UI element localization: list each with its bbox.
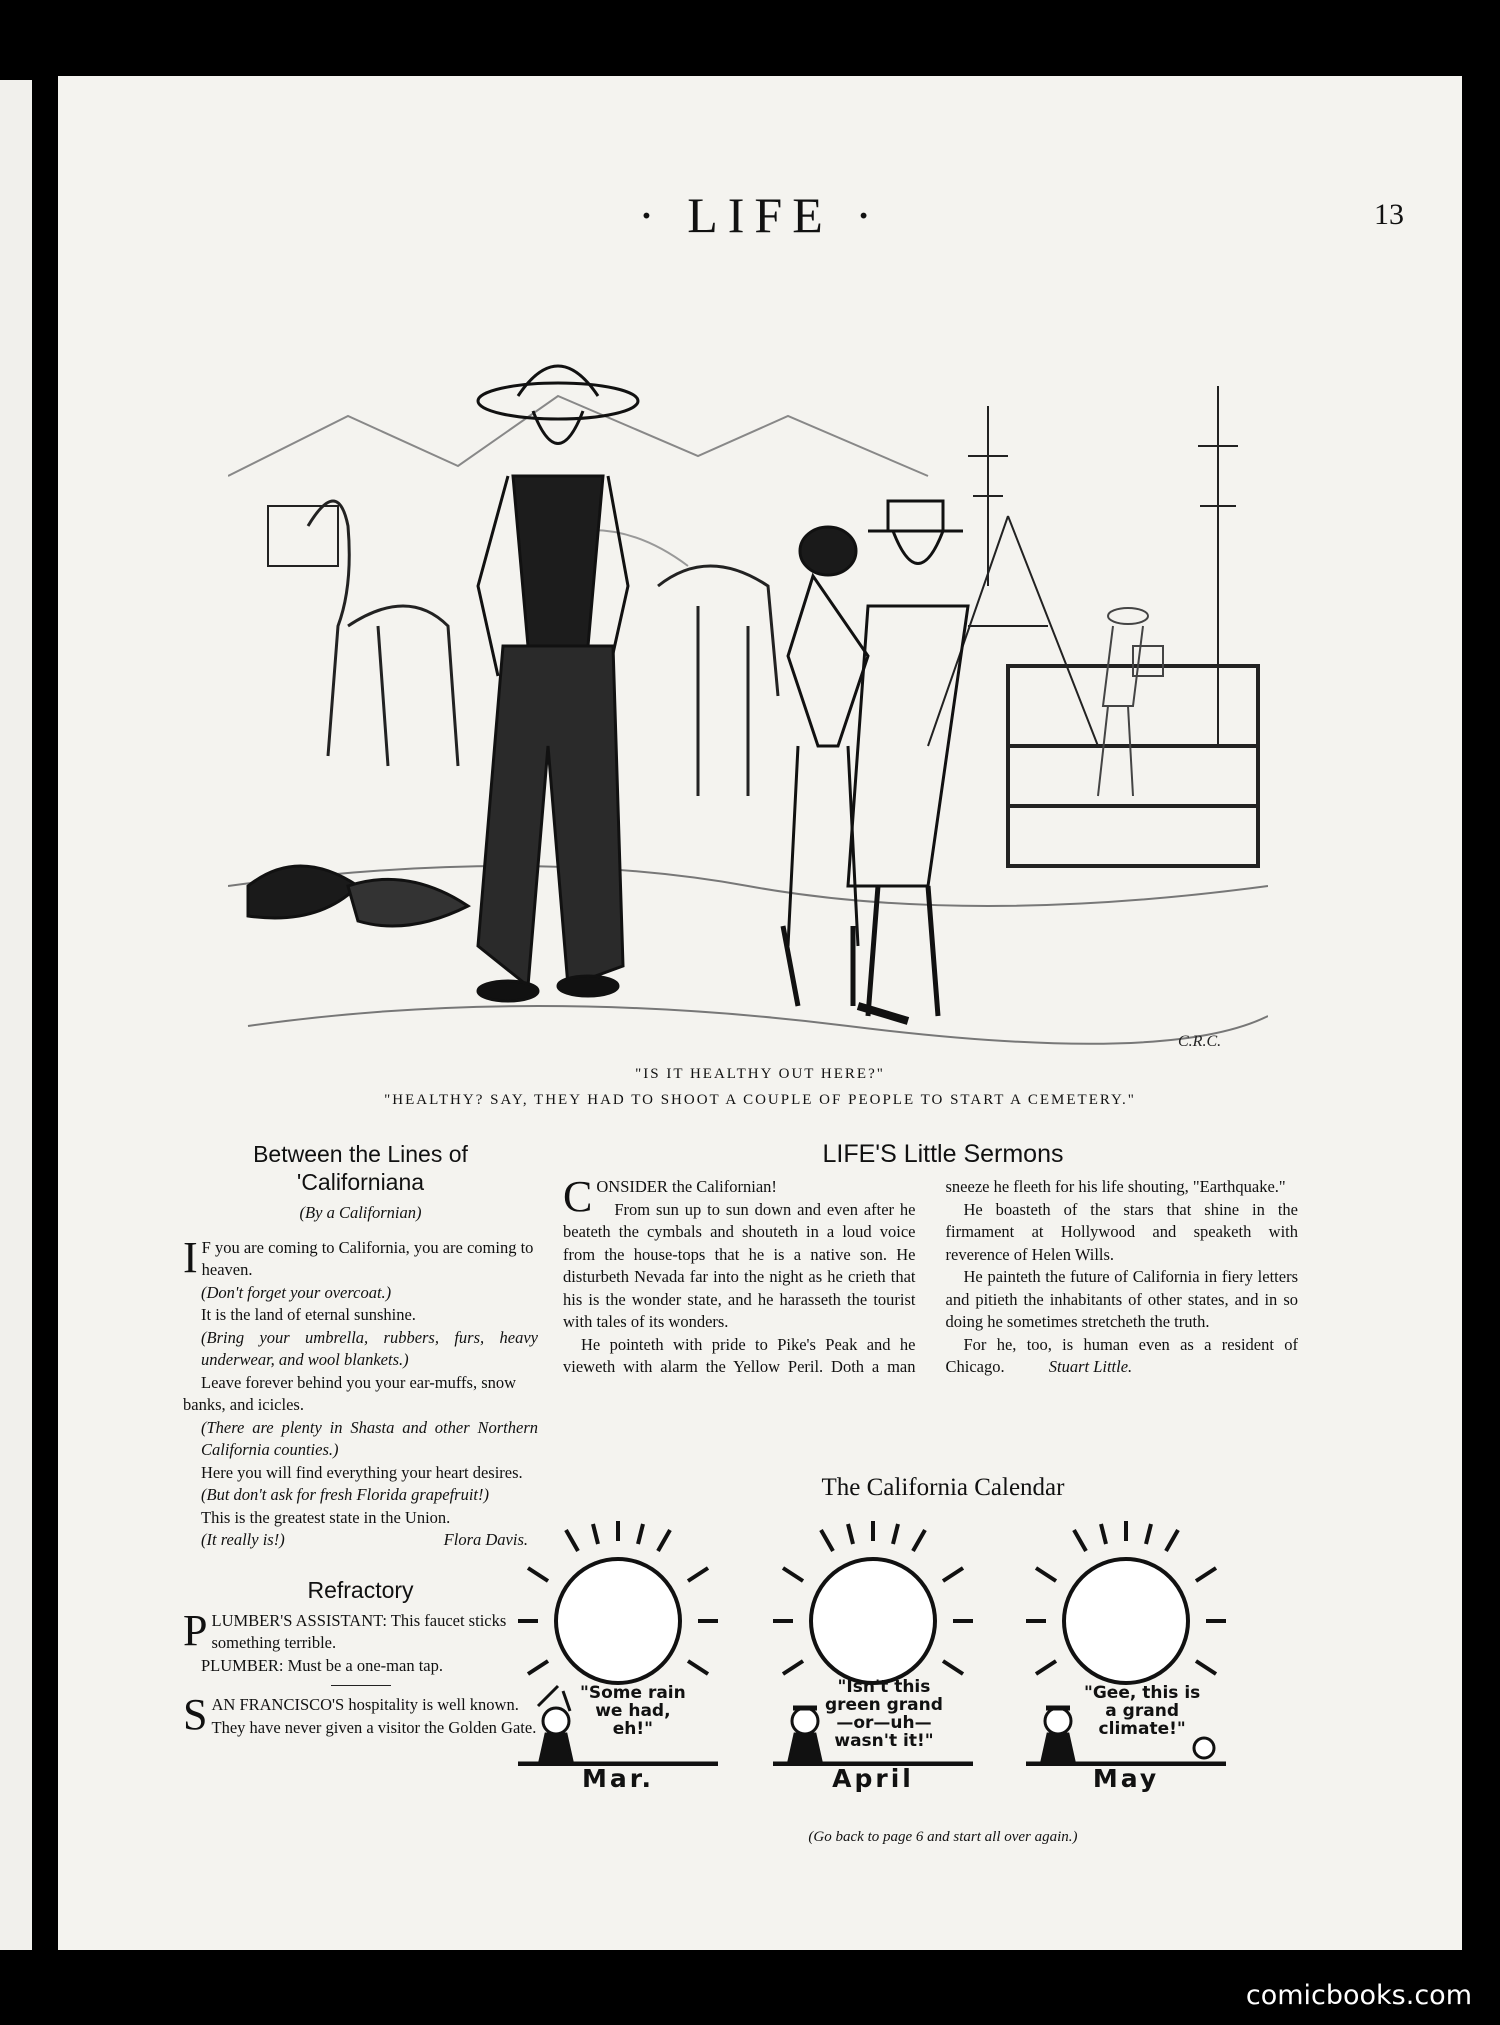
cartoon-illustration (228, 326, 1268, 1061)
calendar-title: The California Calendar (821, 1474, 1065, 1501)
svg-text:C.R.C.: C.R.C. (1178, 1033, 1222, 1050)
san-francisco-joke (183, 1690, 538, 1739)
magazine-page (58, 76, 1462, 1950)
month-label: May (1092, 1764, 1160, 1793)
speech-line: wasn't it!" (834, 1731, 934, 1751)
speech-line: green grand (825, 1695, 943, 1715)
drop-cap: S (183, 1690, 208, 1739)
between-lines-title-1: Between the Lines of (253, 1141, 468, 1167)
divider (331, 1685, 391, 1686)
left-column (183, 1140, 538, 1739)
refractory-title: Refractory (307, 1576, 414, 1603)
speech-line: —or—uh— (836, 1713, 932, 1733)
aside-5 (183, 1529, 538, 1552)
speech-bubble (580, 1684, 686, 1738)
sermons-body (563, 1172, 1298, 1379)
cartoon-caption-question: "IS IT HEALTHY OUT HERE?" (635, 1066, 885, 1082)
aside-3: (There are plenty in Shasta and other Northern California counties.) (201, 1417, 538, 1459)
speech-line: eh!" (612, 1719, 653, 1739)
speech-bubble (825, 1678, 943, 1750)
paragraph-text: ONSIDER the Californian! (596, 1177, 777, 1196)
calendar-panel-mar (518, 1516, 718, 1806)
cartoon-caption-answer: "HEALTHY? SAY, THEY HAD TO SHOOT A COUPLE OF PEOPLE TO START A CEMETERY." (384, 1092, 1136, 1108)
paragraph-text: For he, too, is human even as a resident of Chicago. (945, 1334, 1298, 1376)
between-lines-p3: Leave forever behind you your ear-muffs, snow banks, and icicles. (183, 1372, 517, 1414)
adjacent-page-edge (0, 80, 32, 1950)
speech-line: "Gee, this is (1084, 1683, 1201, 1703)
calendar-panel-may (1026, 1516, 1226, 1806)
sermon-p6 (946, 1334, 1299, 1379)
between-lines-p2: It is the land of eternal sunshine. (201, 1305, 416, 1324)
drop-cap: I (183, 1232, 198, 1282)
speech-line: "Some rain (580, 1683, 686, 1703)
sermon-p1 (563, 1172, 916, 1221)
masthead: · LIFE · (638, 187, 882, 243)
refractory-line-1 (183, 1605, 538, 1655)
sermon-p5: He painteth the future of California in fiery letters and pitieth the inhabitants of other states, and in so doing he sometimes stretcheth the truth. (945, 1267, 1298, 1331)
sermons-title: LIFE'S Little Sermons (822, 1140, 1064, 1168)
author-signature: Stuart Little. (1048, 1357, 1133, 1376)
between-lines-p5: This is the greatest state in the Union. (201, 1507, 451, 1527)
speech-line: we had, (595, 1701, 671, 1721)
paragraph-text: F you are coming to California, you are coming to heaven. (201, 1237, 534, 1279)
between-lines-p1 (183, 1232, 538, 1282)
sermon-p4: He boasteth of the stars that shine in the firmament at Hollywood and speaketh with reverence of Helen Wills. (945, 1199, 1298, 1264)
paragraph-text: LUMBER'S ASSISTANT: This faucet sticks something terrible. (211, 1610, 507, 1652)
site-watermark: comicbooks.com (1245, 1980, 1472, 2011)
speech-line: climate!" (1098, 1719, 1186, 1739)
between-lines-p4: Here you will find everything your heart desires. (201, 1462, 523, 1482)
drop-cap: C (563, 1172, 593, 1221)
refractory-line-2: PLUMBER: Must be a one-man tap. (201, 1655, 443, 1675)
aside-2: (Bring your umbrella, rubbers, furs, heavy underwear, and wool blankets.) (201, 1327, 538, 1369)
drop-cap: P (183, 1605, 208, 1655)
page-number: 13 (1374, 198, 1404, 231)
aside-text: (It really is!) (201, 1530, 285, 1549)
speech-line: a grand (1105, 1701, 1179, 1721)
calendar-panel-april (773, 1516, 973, 1806)
refractory-section (183, 1576, 538, 1740)
month-label: Mar. (581, 1764, 654, 1793)
month-label: April (832, 1764, 914, 1793)
calendar-note: (Go back to page 6 and start all over again.) (808, 1829, 1078, 1845)
speech-bubble (1084, 1684, 1200, 1738)
sermon-p3: He pointeth with pride to Pike's Peak and he vieweth with alarm the Yellow Peril. Doth a man sneeze he fleeth for his life shouting, "Earthquake." (563, 1177, 1286, 1376)
paragraph-text: AN FRANCISCO'S hospitality is well known. They have never given a visitor the Golden Gate. (211, 1695, 537, 1737)
author-signature: Flora Davis. (443, 1530, 528, 1549)
between-lines-title-2: 'Californiana (296, 1169, 425, 1195)
between-lines-byline: (By a Californian) (299, 1203, 422, 1222)
speech-line: "Isn't this (837, 1677, 931, 1697)
aside-4: (But don't ask for fresh Florida grapefruit!) (201, 1485, 489, 1504)
aside-1: (Don't forget your overcoat.) (201, 1282, 392, 1302)
sermon-p2: From sun up to sun down and even after he beateth the cymbals and shouteth in a loud voice from the house-tops that he is a native son. He disturbeth Nevada far into the night as he crieth that his is the wonder state, and he harasseth the tourist with tales of its wonders. (563, 1199, 916, 1331)
